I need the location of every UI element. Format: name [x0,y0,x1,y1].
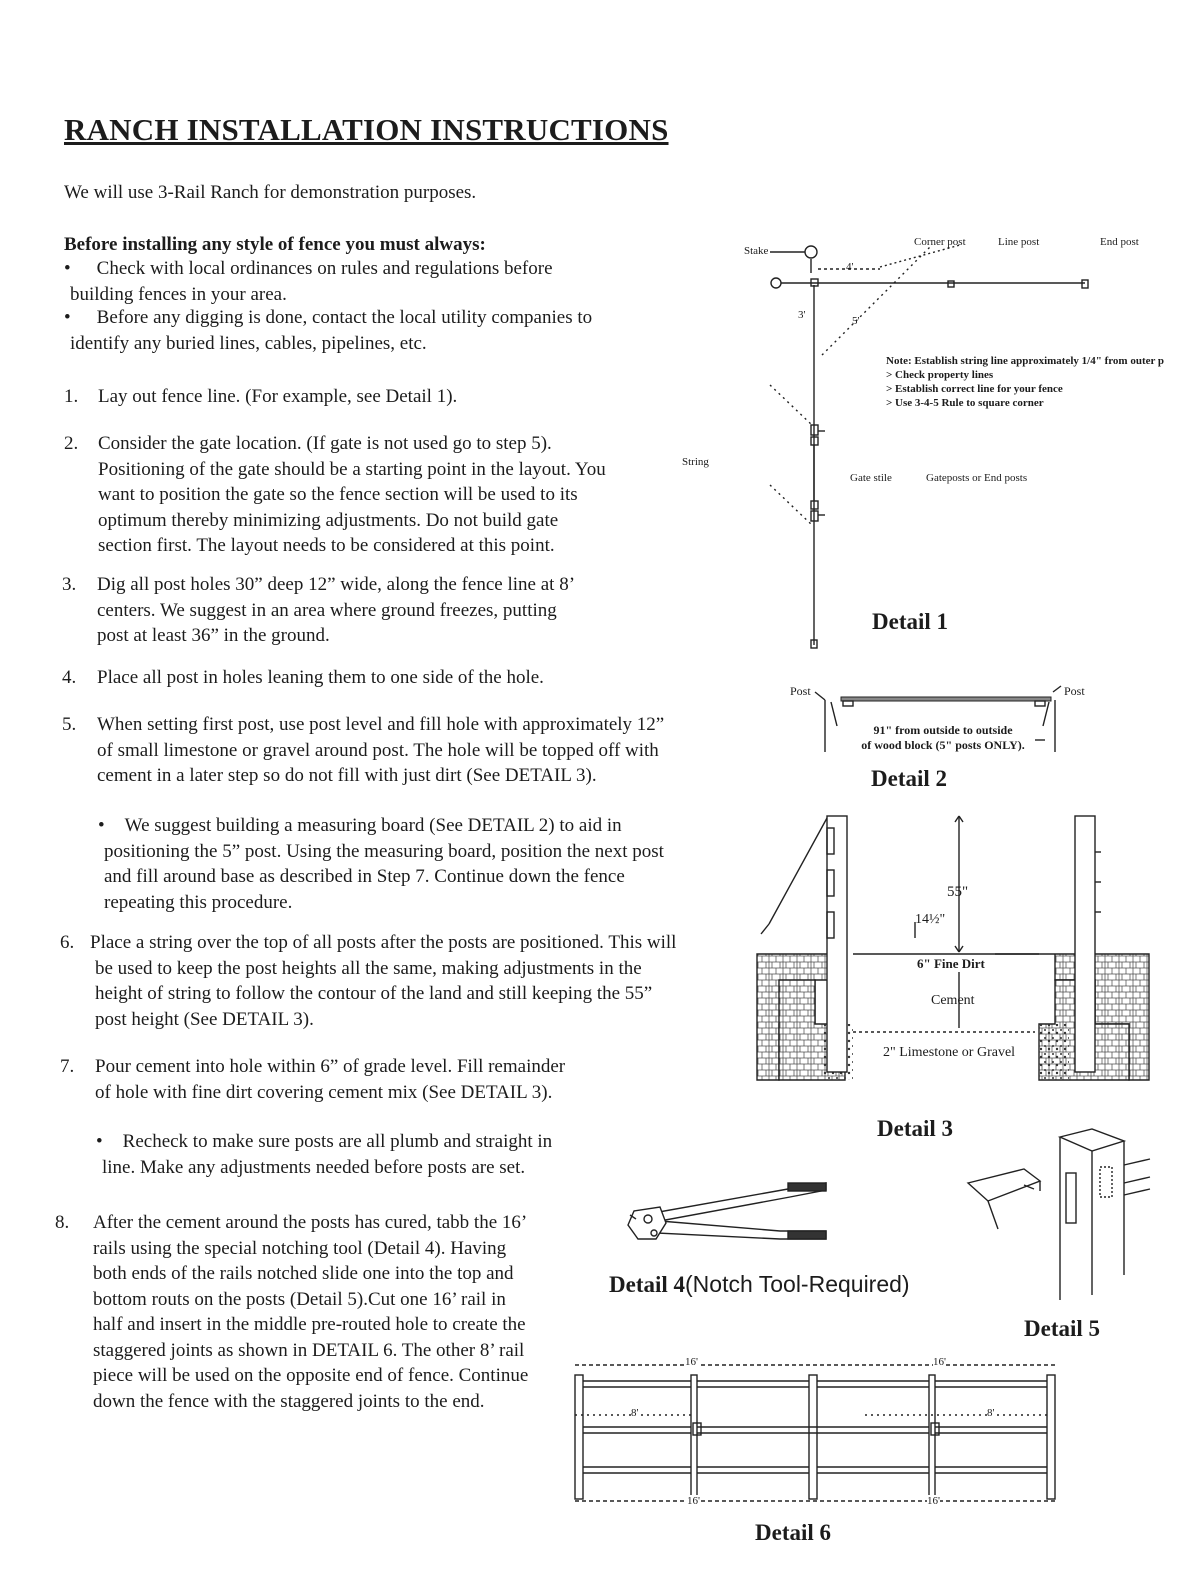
detail-2-diagram [785,680,1105,800]
step-1: 1. Lay out fence line. (For example, see Detail 1). [64,386,458,407]
string-label: String [682,456,709,468]
detail-3-diagram [755,812,1155,1152]
dim-mid-right: 8' [987,1407,995,1419]
detail-3-caption: Detail 3 [877,1116,954,1141]
height-55-label: 55" [947,884,969,900]
bullet-dot-icon: • [64,307,71,328]
bullet-item: • Before any digging is done, contact the local utility companies to identify any buried lines, cables, pipelines, etc. [64,307,593,354]
step-6: 6. Place a string over the top of all posts after the posts are positioned. This will be used to keep the post heights all the same, making adjustments in the height of string to follow the contour of the land and still keeping the 55” post height (See DETAIL 3). [60,932,677,1030]
notching-tool-icon [600,1175,840,1255]
detail-6-diagram [565,1355,1075,1555]
detail-6-caption: Detail 6 [755,1520,832,1545]
step-3: 3. Dig all post holes 30” deep 12” wide, along the fence line at 8’ centers. We suggest in an area where ground freezes, putting post at least 36” in the ground. [62,574,576,646]
detail-4-diagram [600,1175,960,1305]
three-feet-label: 3' [798,309,806,321]
detail-5-caption: Detail 5 [1024,1316,1101,1341]
step-7: 7. Pour cement into hole within 6” of grade level. Fill remainder of hole with fine dirt covering cement mix (See DETAIL 3). [60,1056,566,1103]
dim-mid-left: 8' [631,1407,639,1419]
gate-stile-label: Gate stile [850,472,892,484]
four-feet-label: 4' [846,261,854,273]
step-2: 2. Consider the gate location. (If gate is not used go to step 5). Positioning of the gate should be a starting point in the layout. You want to position the gate so the fence section will be used to its optimum thereby minimizing adjustments. Do not build gate section first. The layout needs to be considered at this point. [64,433,606,556]
step-8: 8. After the cement around the posts has cured, tabb the 16’ rails using the special notching tool (Detail 4). Having both ends of the rails notched slide one into the top and bottom routs on the posts (Detail 5).Cut one 16’ rail in half and insert in the middle pre-routed hole to create the staggered joints as shown in DETAIL 6. The other 8’ rail piece will be used on the opposite end of fence. Continue down the fence with the staggered joints to the end. [55,1212,529,1412]
detail-1-diagram [682,225,1190,655]
end-post-label: End post [1100,236,1139,248]
step-4: 4. Place all post in holes leaning them to one side of the hole. [62,667,544,688]
detail-1-note: Note: Establish string line approximately 1/4" from outer p > Check property lines > Establish correct line for your fence > Use 3-4-5 Rule to square corner [886,355,1165,409]
dim-bottom-right: 16' [927,1495,940,1507]
detail-5-diagram [960,1125,1190,1355]
detail-5-drawing [960,1125,1190,1305]
gateposts-label: Gateposts or End posts [926,472,1028,484]
limestone-label: 2" Limestone or Gravel [883,1045,1016,1060]
dim-bottom-left: 16' [687,1495,700,1507]
dim-top-right: 16' [933,1356,946,1368]
cement-label: Cement [931,993,975,1008]
detail-1-caption: Detail 1 [872,609,949,634]
detail-2-text: 91" from outside to outside of wood block (5" posts ONLY). [861,723,1025,752]
page-title: RANCH INSTALLATION INSTRUCTIONS [64,112,669,147]
sub-bullet-recheck: • Recheck to make sure posts are all plumb and straight in line. Make any adjustments needed before posts are set. [96,1131,553,1178]
step-5: 5. When setting first post, use post level and fill hole with approximately 12” of small limestone or gravel around post. The hole will be topped off with cement in a later step so do not fill with just dirt (See DETAIL 3). [62,714,665,786]
bullet-dot-icon: • [98,815,105,836]
bullet-dot-icon: • [64,258,71,279]
stake-label: Stake [744,245,769,257]
sub-bullet-measuring-board: • We suggest building a measuring board (See DETAIL 2) to aid in positioning the 5” post. Using the measuring board, position the next post and fill around base as described in Step 7. Continue down the fence repeating this procedure. [98,815,664,913]
detail-6-drawing [565,1355,1075,1515]
detail-1-drawing [730,225,1190,655]
post-right-label: Post [1064,684,1085,698]
bullet-item: • Check with local ordinances on rules and regulations before building fences in your area. [64,258,553,305]
before-heading: Before installing any style of fence you must always: [64,234,486,255]
intro-text: We will use 3-Rail Ranch for demonstration purposes. [64,182,477,203]
corner-post-label: Corner post [914,236,966,248]
line-post-label: Line post [998,236,1040,248]
five-feet-label: 5' [852,315,860,327]
height-14-label: 14½" [915,912,946,927]
detail-4-caption: Detail 4(Notch Tool-Required) [609,1271,910,1297]
dim-top-left: 16' [685,1356,698,1368]
detail-2-caption: Detail 2 [871,766,948,791]
fine-dirt-label: 6" Fine Dirt [917,956,985,971]
post-left-label: Post [790,684,811,698]
bullet-dot-icon: • [96,1131,103,1152]
